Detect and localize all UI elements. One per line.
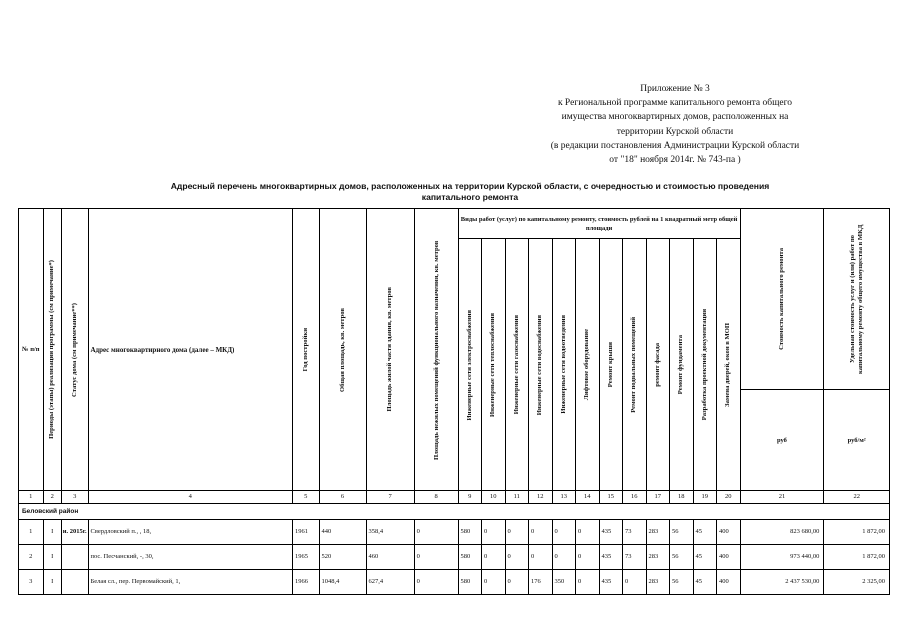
cell-work: 350: [552, 569, 576, 594]
cell-work: 73: [623, 519, 647, 544]
header-period-label: Периоды (этапы) реализации программы (см примечание*): [48, 260, 56, 440]
cell-work: 176: [529, 569, 553, 594]
header-year-label: Год постройки: [301, 328, 309, 372]
title-line: Адресный перечень многоквартирных домов, расположенных на территории Курской области, с очередностью и стоимостью проведения: [170, 181, 770, 191]
header-work-11: [693, 239, 717, 491]
cell-work: 0: [505, 569, 529, 594]
cell-work: 283: [646, 544, 670, 569]
header-living-area-label: Площадь жилой части здания, кв. метров: [386, 287, 394, 412]
table-row: [19, 519, 890, 544]
header-cost: [740, 209, 824, 390]
cell-cost: 823 680,00: [740, 519, 824, 544]
appendix-line: от "18" ноября 2014г. № 743-па ): [609, 155, 741, 166]
cell-nonliving-area: 0: [414, 569, 458, 594]
header-year: [292, 209, 319, 491]
column-number: 19: [693, 491, 717, 503]
header-work-5: [552, 239, 576, 491]
header-num-label: № п/п: [22, 346, 40, 354]
column-number: 22: [824, 491, 890, 503]
cell-work: 400: [717, 519, 741, 544]
column-number: 1: [19, 491, 44, 503]
header-work-label: ремонт фасада: [653, 342, 661, 387]
header-nonliving-area: [414, 209, 458, 491]
header-nonliving-area-label: Площадь нежилых помещений функционального назначения, кв. метров: [432, 240, 440, 460]
cell-work: 0: [576, 519, 600, 544]
header-work-label: Замена дверей, окон в МОП: [724, 322, 732, 407]
cell-work: 0: [552, 519, 576, 544]
cell-cost: 973 440,00: [740, 544, 824, 569]
header-address-label: Адрес многоквартирного дома (далее – МКД): [90, 345, 235, 354]
address-list-table: [18, 208, 890, 595]
cell-specific-cost: 1 872,00: [824, 544, 890, 569]
district-name: Беловский район: [19, 503, 890, 519]
column-number: 12: [529, 491, 553, 503]
header-specific-cost-label: Удельная стоимость услуг и (или) работ по капитальному ремонту общего имущества в МКД: [848, 224, 864, 374]
header-total-area: [319, 209, 366, 491]
header-work-8: [623, 239, 647, 491]
header-specific-unit: [824, 389, 890, 491]
column-number-row: [19, 491, 890, 503]
cell-work: 435: [599, 544, 623, 569]
cell-work: 0: [529, 544, 553, 569]
cell-work: 0: [576, 544, 600, 569]
column-number: 15: [599, 491, 623, 503]
column-number: 16: [623, 491, 647, 503]
column-number: 5: [292, 491, 319, 503]
header-work-label: Инженерные сети теплоснабжения: [489, 312, 497, 417]
column-number: 11: [505, 491, 529, 503]
header-work-9: [646, 239, 670, 491]
cell-work: 0: [482, 519, 506, 544]
header-cost-unit: [740, 389, 824, 491]
header-total-area-label: Общая площадь, кв. метров: [338, 307, 346, 392]
cell-work: 435: [599, 569, 623, 594]
header-work-label: Инженерные сети газоснабжения: [512, 315, 520, 415]
cell-work: 0: [505, 544, 529, 569]
header-cost-label: Стоимость капитального ремонта: [777, 248, 785, 350]
cell-status: [61, 544, 88, 569]
header-status-label: Статус дома (см примечание**): [70, 302, 78, 397]
district-row: [19, 503, 890, 519]
header-work-10: [670, 239, 694, 491]
header-address: [88, 209, 292, 491]
header-status: [61, 209, 88, 491]
cell-work: 45: [693, 544, 717, 569]
column-number: 7: [366, 491, 414, 503]
cell-work: 0: [505, 519, 529, 544]
cell-work: 45: [693, 519, 717, 544]
column-number: 21: [740, 491, 824, 503]
cell-work: 580: [458, 519, 482, 544]
header-period: [43, 209, 61, 491]
header-living-area: [366, 209, 414, 491]
header-work-12: [717, 239, 741, 491]
column-number: 18: [670, 491, 694, 503]
cell-work: 56: [670, 544, 694, 569]
header-work-label: Ремонт подвальных помещений: [630, 316, 638, 413]
cell-total-area: 1048,4: [319, 569, 366, 594]
title-line: капитального ремонта: [421, 192, 519, 202]
appendix-header: [520, 82, 830, 167]
cell-nonliving-area: 0: [414, 544, 458, 569]
header-work-1: [458, 239, 482, 491]
cell-address: Белая сл., пер. Первомайский, 1,: [88, 569, 292, 594]
cell-work: 0: [576, 569, 600, 594]
cell-specific-cost: 2 325,00: [824, 569, 890, 594]
cell-work: 580: [458, 544, 482, 569]
column-number: 13: [552, 491, 576, 503]
cell-cost: 2 437 530,00: [740, 569, 824, 594]
cell-work: 400: [717, 569, 741, 594]
column-number: 4: [88, 491, 292, 503]
header-work-2: [482, 239, 506, 491]
cell-work: 580: [458, 569, 482, 594]
header-work-label: Инженерные сети электроснабжения: [465, 309, 473, 421]
column-number: 17: [646, 491, 670, 503]
cell-work: 0: [623, 569, 647, 594]
header-work-label: Разработка проектной документации: [700, 309, 708, 421]
cell-work: 0: [529, 519, 553, 544]
appendix-line: Приложение № 3: [640, 84, 710, 94]
header-works-title-label: Виды работ (услуг) по капитальному ремонту, стоимость рублей на 1 квадратный метр общей площади: [460, 215, 738, 232]
cell-address: пос. Песчанский, -, 30,: [88, 544, 292, 569]
header-work-3: [505, 239, 529, 491]
cell-work: 45: [693, 569, 717, 594]
cell-work: 0: [482, 544, 506, 569]
cell-period: I: [43, 569, 61, 594]
appendix-line: территории Курской области: [616, 126, 734, 137]
appendix-line: (в редакции постановления Администрации Курской области: [550, 140, 800, 151]
cell-status: и. 2015г.: [61, 519, 88, 544]
cell-specific-cost: 1 872,00: [824, 519, 890, 544]
column-number: 10: [482, 491, 506, 503]
table-row: [19, 569, 890, 594]
cell-work: 283: [646, 519, 670, 544]
column-number: 20: [717, 491, 741, 503]
column-number: 6: [319, 491, 366, 503]
cell-work: 435: [599, 519, 623, 544]
header-num: [19, 209, 44, 491]
cell-work: 56: [670, 519, 694, 544]
header-work-label: Ремонт фундамента: [677, 335, 685, 395]
header-row-top: [19, 209, 890, 239]
cell-total-area: 440: [319, 519, 366, 544]
cell-status: [61, 569, 88, 594]
cell-num: 2: [19, 544, 44, 569]
cell-work: 283: [646, 569, 670, 594]
appendix-line: имущества многоквартирных домов, расположенных на: [561, 112, 789, 123]
header-work-4: [529, 239, 553, 491]
header-work-label: Инженерные сети водоотведения: [559, 315, 567, 415]
header-work-6: [576, 239, 600, 491]
header-works-title: [458, 209, 740, 239]
cell-period: I: [43, 519, 61, 544]
cell-work: 0: [482, 569, 506, 594]
cell-year: 1965: [292, 544, 319, 569]
cell-address: Свердловский п., , 18,: [88, 519, 292, 544]
cell-living-area: 627,4: [366, 569, 414, 594]
cell-num: 3: [19, 569, 44, 594]
cell-year: 1966: [292, 569, 319, 594]
cell-work: 0: [552, 544, 576, 569]
cell-total-area: 520: [319, 544, 366, 569]
document-title: [80, 181, 860, 203]
header-work-label: Ремонт крыши: [606, 342, 614, 388]
cell-work: 73: [623, 544, 647, 569]
specific-unit-label: руб/м²: [847, 436, 866, 444]
header-specific-cost: [824, 209, 890, 390]
cell-living-area: 460: [366, 544, 414, 569]
cell-work: 400: [717, 544, 741, 569]
header-work-label: Инженерные сети водоснабжения: [536, 314, 544, 415]
cell-nonliving-area: 0: [414, 519, 458, 544]
table-row: [19, 544, 890, 569]
column-number: 14: [576, 491, 600, 503]
header-work-7: [599, 239, 623, 491]
cell-work: 56: [670, 569, 694, 594]
column-number: 3: [61, 491, 88, 503]
column-number: 8: [414, 491, 458, 503]
appendix-line: к Региональной программе капитального ремонта общего: [557, 98, 793, 109]
cell-living-area: 358,4: [366, 519, 414, 544]
cell-period: I: [43, 544, 61, 569]
header-work-label: Лифтовое оборудование: [583, 329, 591, 401]
column-number: 2: [43, 491, 61, 503]
cost-unit-label: руб: [776, 436, 787, 444]
column-number: 9: [458, 491, 482, 503]
cell-year: 1961: [292, 519, 319, 544]
cell-num: 1: [19, 519, 44, 544]
